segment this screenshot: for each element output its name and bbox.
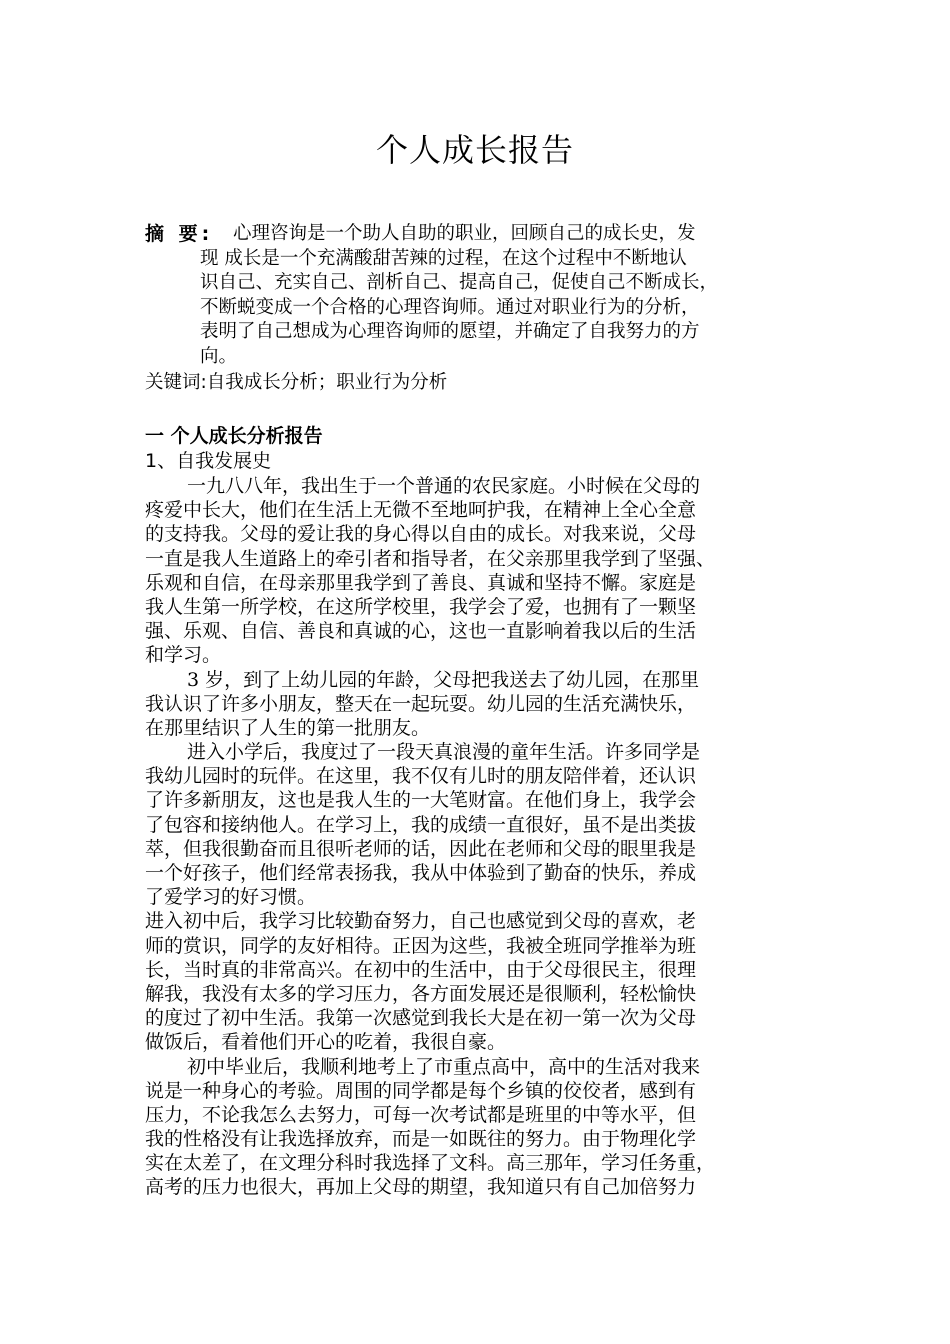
abstract-line: 向。 bbox=[200, 345, 238, 367]
body-line: 我幼儿园时的玩伴。在这里，我不仅有儿时的朋友陪伴着，还认识 bbox=[145, 765, 697, 788]
body-line: 乐观和自信，在母亲那里我学到了善良、真诚和坚持不懈。家庭是 bbox=[145, 571, 697, 594]
body-line: 了包容和接纳他人。在学习上，我的成绩一直很好，虽不是出类拔 bbox=[145, 813, 697, 836]
body-line: 初中毕业后，我顺利地考上了市重点高中，高中的生活对我来 bbox=[187, 1055, 701, 1078]
abstract-line: 现 成长是一个充满酸甜苦辣的过程，在这个过程中不断地认 bbox=[200, 247, 687, 269]
abstract-block bbox=[145, 222, 815, 370]
keywords-line bbox=[145, 371, 825, 395]
body-line: 萃，但我很勤奋而且很听老师的话，因此在老师和父母的眼里我是 bbox=[145, 837, 697, 860]
abstract-line: 心理咨询是一个助人自助的职业，回顾自己的成长史，发 bbox=[233, 223, 696, 244]
body-line: 强、乐观、自信、善良和真诚的心，这也一直影响着我以后的生活 bbox=[145, 620, 697, 643]
body-line: 说是一种身心的考验。周围的同学都是每个乡镇的佼佼者，感到有 bbox=[145, 1079, 697, 1102]
body-text bbox=[145, 474, 815, 1200]
body-line: 压力，不论我怎么去努力，可每一次考试都是班里的中等水平，但 bbox=[145, 1103, 697, 1126]
sub-heading: 1、自我发展史 bbox=[145, 450, 272, 472]
body-line: 和学习。 bbox=[145, 644, 222, 667]
body-line: 我人生第一所学校，在这所学校里，我学会了爱，也拥有了一颗坚 bbox=[145, 595, 697, 618]
body-line: 解我，我没有太多的学习压力，各方面发展还是很顺利，轻松愉快 bbox=[145, 982, 697, 1005]
abstract-line: 识自己、充实自己、剖析自己、提高自己，促使自己不断成长， bbox=[200, 272, 719, 294]
body-line: 一九八八年，我出生于一个普通的农民家庭。小时候在父母的 bbox=[187, 475, 701, 497]
body-line: 高考的压力也很大，再加上父母的期望，我知道只有自己加倍努力 bbox=[145, 1176, 697, 1199]
body-line: 疼爱中长大，他们在生活上无微不至地呵护我，在精神上全心全意 bbox=[145, 499, 697, 522]
body-line: 3 岁，到了上幼儿园的年龄，父母把我送去了幼儿园，在那里 bbox=[187, 668, 700, 691]
body-line: 进入初中后，我学习比较勤奋努力，自己也感觉到父母的喜欢，老 bbox=[145, 910, 697, 933]
keywords-text: 自我成长分析；职业行为分析 bbox=[206, 372, 448, 393]
body-line: 进入小学后，我度过了一段天真浪漫的童年生活。许多同学是 bbox=[187, 741, 701, 764]
body-line: 一个好孩子，他们经常表扬我，我从中体验到了勤奋的快乐，养成 bbox=[145, 862, 697, 884]
body-line: 实在太差了，在文理分科时我选择了文科。高三那年，学习任务重， bbox=[145, 1152, 716, 1175]
body-line: 在那里结识了人生的第一批朋友。 bbox=[145, 716, 431, 739]
document-title: 个人成长报告 bbox=[375, 131, 574, 169]
body-line: 了许多新朋友，这也是我人生的一大笔财富。在他们身上，我学会 bbox=[145, 789, 697, 812]
body-line: 长，当时真的非常高兴。在初中的生活中，由于父母很民主，很理 bbox=[145, 958, 697, 981]
body-line: 了爱学习的好习惯。 bbox=[145, 886, 317, 909]
body-line: 一直是我人生道路上的牵引者和指导者，在父亲那里我学到了坚强、 bbox=[145, 547, 716, 570]
body-line: 的支持我。父母的爱让我的身心得以自由的成长。对我来说，父母 bbox=[145, 523, 697, 546]
body-line: 我的性格没有让我选择放弃，而是一如既往的努力。由于物理化学 bbox=[145, 1128, 697, 1151]
body-line: 师的赏识，同学的友好相待。正因为这些，我被全班同学推举为班 bbox=[145, 934, 697, 957]
body-line: 的度过了初中生活。我第一次感觉到我长大是在初一第一次为父母 bbox=[145, 1007, 697, 1030]
section-heading: 一 个人成长分析报告 bbox=[145, 425, 323, 447]
abstract-line: 不断蜕变成一个合格的心理咨询师。通过对职业行为的分析， bbox=[200, 296, 700, 318]
body-line: 我认识了许多小朋友，整天在一起玩耍。幼儿园的生活充满快乐， bbox=[145, 692, 697, 715]
keywords-label: 关键词: bbox=[145, 372, 207, 393]
body-line: 做饭后，看着他们开心的吃着，我很自豪。 bbox=[145, 1031, 507, 1054]
abstract-line: 表明了自己想成为心理咨询师的愿望，并确定了自我努力的方 bbox=[200, 321, 700, 343]
abstract-label: 摘 要: bbox=[145, 223, 214, 245]
